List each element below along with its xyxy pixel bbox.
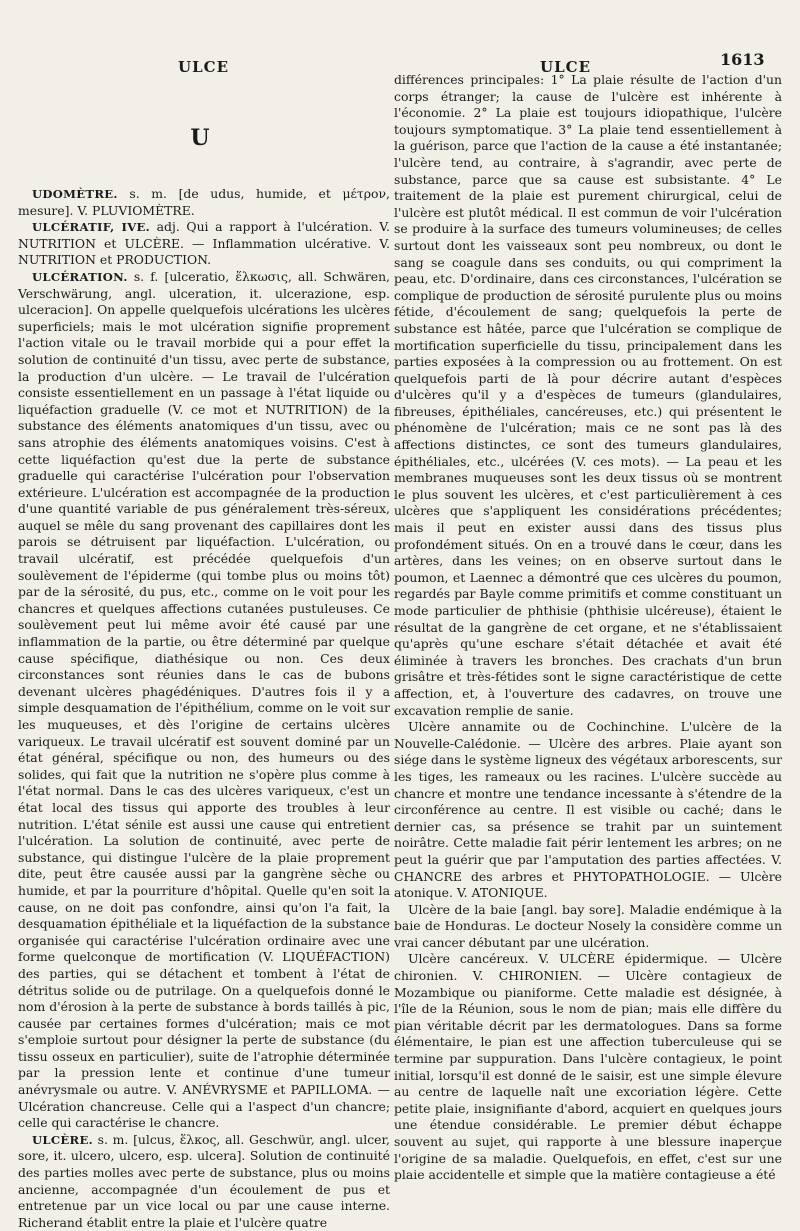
entry-text: adj. Qui a rapport à l'ulcération. V. NUTRITION et ULCÈRE. — Inflammation ulcérative. V. NUTRITION et PRODUCTION.: [18, 219, 390, 268]
entry-udometre: [18, 186, 390, 219]
entry-lemma: ULCÉRATIF, IVE.: [32, 220, 151, 235]
paragraph-ulcere-cancereux: Ulcère cancéreux. V. ULCÈRE épidermique. — Ulcère chironien. V. CHIRONIEN. — Ulcère contagieux de Mozambique ou pianiforme. Cette maladie est désignée, à l'île de la Réunion, sous le nom de pian; mais elle diffère du pian véritable décrit par les dermatologues. Dans sa forme élémentaire, le pian est une affection tuberculeuse qui se termine par suppuration. Dans l'ulcère contagieux, le point initial, lorsqu'il est donné de le saisir, est une simple élevure au centre de laquelle naît une excoriation légère. Cette petite plaie, insignifiante d'abord, acquiert en quelques jours une étendue considérable. Le premier début échappe souvent au sujet, qui rapporte à une blessure inaperçue l'origine de sa maladie. Quelquefois, en effet, c'est sur une plaie accidentelle et simple que la matière contagieuse a été: [394, 951, 782, 1183]
running-head-left: ULCE: [178, 58, 229, 76]
entry-text: s. f. [ulceratio, ἕλκωσις, all. Schwären, Verschwärung, angl. ulceration, it. ulcerazione, esp. ulceracion]. On appelle quelquefois ulcérations les ulcères superficiels; mais le mot ulcération signifie proprement l'action vitale ou le travail morbide qui a pour effet la solution de continuité d'un tissu, avec perte de substance, la production d'un ulcère. — Le travail de l'ulcération consiste essentiellement en un passage à l'état liquide ou liquéfaction graduelle (V. ce mot et NUTRITION) de la substance des éléments anatomiques d'un tissu, avec ou sans atrophie des éléments anatomiques voisins. C'est à cette liquéfaction qu'est due la perte de substance graduelle qui caractérise l'ulcération pour l'observation extérieure. L'ulcération est accompagnée de la production d'une quantité variable de pus généralement très-séreux, auquel se mêle du sang provenant des capillaires dont les parois se détruisent par liquéfaction. L'ulcération, ou travail ulcératif, est précédée quelquefois d'un soulèvement de l'épiderme (qui tombe plus ou moins tôt) par de la sérosité, du pus, etc., comme on le voit pour les chancres et quelques affections cutanées pustuleuses. Ce soulèvement peut lui même avoir été causé par une inflammation de la partie, ou être déterminé par quelque cause spécifique, diathésique ou non. Ces deux circonstances sont réunies dans le cas de bubons devenant ulcères phagédéniques. D'autres fois il y a simple desquamation de l'épithélium, comme on le voit sur les muqueuses, et dès l'origine de certains ulcères variqueux. Le travail ulcératif est souvent dominé par un état général, spécifique ou non, des humeurs ou des solides, qui fait que la nutrition ne s'opère plus comme à l'état normal. Dans le cas des ulcères variqueux, c'est un état local des tissus qui apporte des troubles à leur nutrition. L'état sénile est aussi une cause qui entretient l'ulcération. La solution de continuité, avec perte de substance, qui distingue l'ulcère de la plaie proprement dite, peut être causée aussi par la gangrène sèche ou humide, et par la pourriture d'hôpital. Quelle qu'en soit la cause, on ne doit pas confondre, ainsi qu'on l'a fait, la desquamation épithéliale et la liquéfaction de la substance organisée qui caractérise l'ulcération ordinaire avec une forme quelconque de mortification (V. LIQUÉFACTION) des parties, qui se détachent et tombent à l'état de détritus solide ou de putrilage. On a quelquefois donné le nom d'érosion à la perte de substance à bords taillés à pic, causée par certaines formes d'ulcération; mais ce mot s'emploie surtout pour désigner la perte de substance (du tissu osseux en particulier), suite de l'atrophie déterminée par la pression lente et continue d'une tumeur anévrysmale ou autre. V. ANÉVRYSME et PAPILLOMA. — Ulcération chancreuse. Celle qui a l'aspect d'un chancre; celle qui caractérise le chancre.: [18, 268, 390, 1131]
entry-lemma: ULCÈRE.: [32, 1132, 93, 1147]
left-column: [18, 186, 390, 1230]
entry-lemma: ULCÉRATION.: [32, 269, 128, 284]
entry-text: s. m. [ulcus, ἕλκος, all. Geschwür, angl. ulcer, sore, it. ulcero, ulcero, esp. ulcera]. Solution de continuité des parties molles avec perte de substance, plus ou moins ancienne, accompagnée d'un écoulement de pus et entretenue par un vice local ou par une cause interne. Richerand établit entre la plaie et l'ulcère quatre: [18, 1131, 390, 1230]
entry-lemma: UDOMÈTRE.: [32, 187, 118, 201]
running-head-right: ULCE: [540, 58, 591, 76]
page-number: 1613: [720, 50, 765, 69]
paragraph-ulcere-annamite: Ulcère annamite ou de Cochinchine. L'ulcère de la Nouvelle-Calédonie. — Ulcère des arbres. Plaie ayant son siége dans le système ligneux des végétaux arborescents, sur les tiges, les rameaux ou les racines. L'ulcère succède au chancre et montre une tendance incessante à s'étendre de la circonférence au centre. Il est visible ou caché; dans le dernier cas, sa présence se trahit par un suintement noirâtre. Cette maladie fait périr lentement les arbres; on ne peut la guérir que par l'amputation des parties affectées. V. CHANCRE des arbres et PHYTOPATHOLOGIE. — Ulcère atonique. V. ATONIQUE.: [394, 719, 782, 901]
entry-ulceration: [18, 269, 390, 1132]
paragraph-ulcere-baie: Ulcère de la baie [angl. bay sore]. Maladie endémique à la baie de Honduras. Le docteur Nosely la considère comme un vrai cancer débutant par une ulcération.: [394, 901, 782, 950]
paragraph-continuation: différences principales: 1° La plaie résulte de l'action d'un corps étranger; la cause de l'ulcère est inhérente à l'économie. 2° La plaie est toujours idiopathique, l'ulcère toujours symptomatique. 3° La plaie tend essentiellement à la guérison, parce que l'action de la cause a été instantanée; l'ulcère tend, au contraire, à s'agrandir, avec perte de substance, parce que sa cause est subsistante. 4° Le traitement de la plaie est purement chirurgical, celui de l'ulcère est plutôt médical. Il est commun de voir l'ulcération se produire à la surface des tumeurs volumineuses; de celles surtout dont les vaisseaux sont peu nombreux, ou dont le sang se coagule dans ses conduits, ou qui compriment la peau, etc. D'ordinaire, dans ces circonstances, l'ulcération se complique de production de sérosité purulente plus ou moins fétide, d'écoulement de sang; quelquefois la perte de substance est hâtée, parce que l'ulcération se complique de mortification superficielle du tissu, principalement dans les parties exposées à la compression ou au frottement. On est quelquefois parti de là pour décrire autant d'espèces d'ulcères qu'il y a d'espèces de tumeurs (glandulaires, fibreuses, épithéliales, cancéreuses, etc.) qui présentent le phénomène de l'ulcération; mais ce ne sont pas là des affections distinctes, ce sont des tumeurs glandulaires, épithéliales, etc., ulcérées (V. ces mots). — La peau et les membranes muqueuses sont les deux tissus où se montrent le plus souvent les ulcères, et c'est particulièrement à ces ulcères que s'appliquent les considérations précédentes; mais il peut en exister aussi dans des tissus plus profondément situés. On en a trouvé dans le cœur, dans les artères, dans les veines; on en observe surtout dans le poumon, et Laennec a démontré que ces ulcères du poumon, regardés par Bayle comme primitifs et comme constituant un mode particulier de phthisie (phthisie ulcéreuse), étaient le résultat de la gangrène de cet organe, et ne s'établissaient qu'après qu'une eschare s'était détachée et avait été éliminée à travers les bronches. Des crachats d'un brun grisâtre et très-fétides sont le signe caractéristique de cette affection, et, à l'ouverture des cadavres, on trouve une excavation remplie de sanie.: [394, 72, 782, 718]
section-letter: U: [190, 125, 210, 151]
entry-ulcere: [18, 1132, 390, 1231]
entry-text: s. m. [de udus, humide, et μέτρον, mesure]. V. PLUVIOMÈTRE.: [18, 186, 390, 218]
right-column: [394, 72, 782, 1183]
entry-ulceratif: [18, 219, 390, 269]
